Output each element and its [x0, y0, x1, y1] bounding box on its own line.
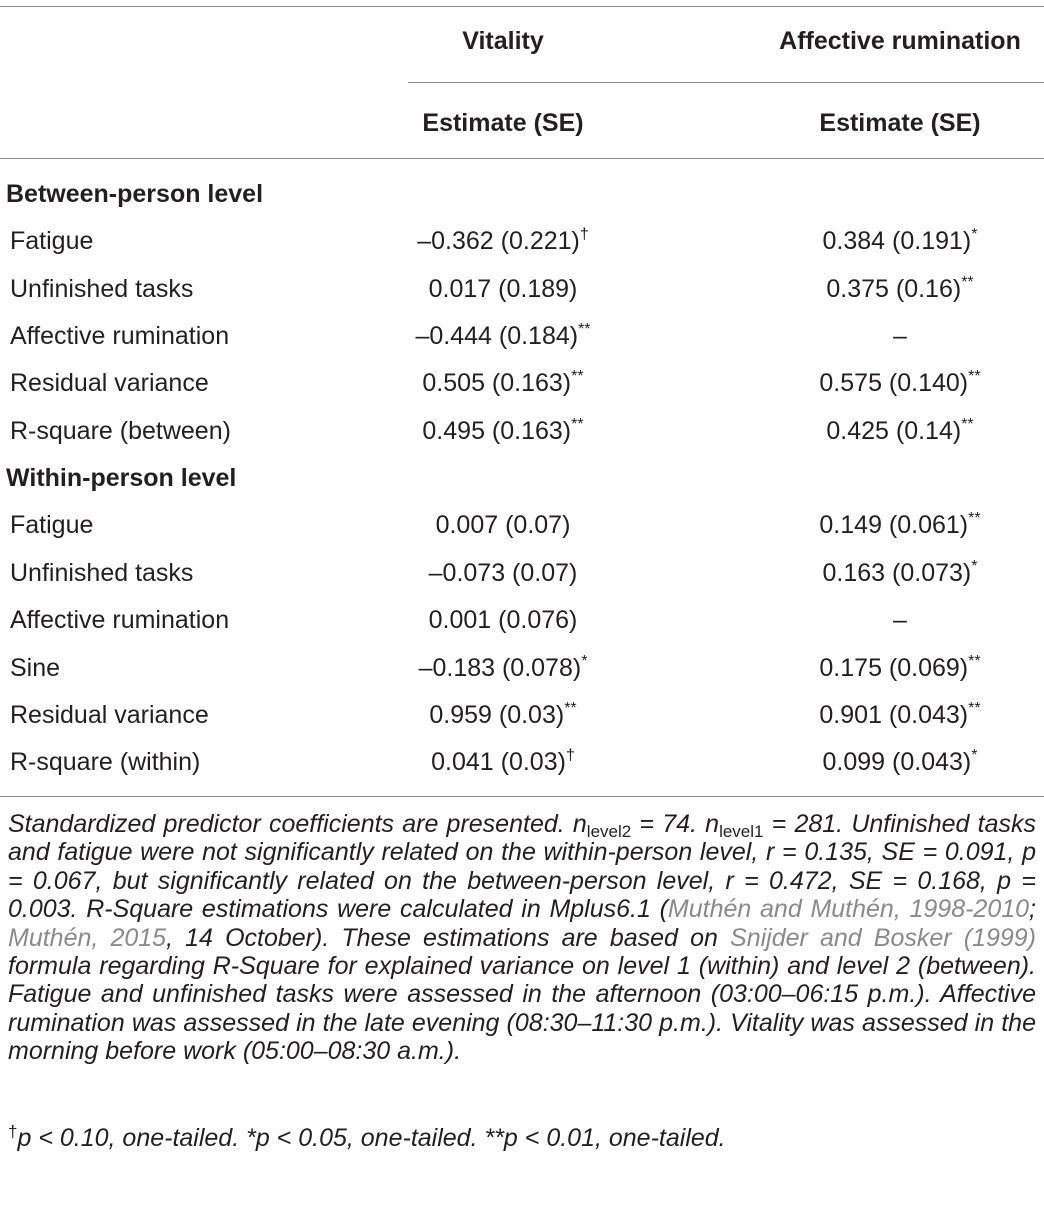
vitality-estimate: 0.041 (0.03)† [431, 747, 575, 776]
rumination-estimate: – [893, 606, 907, 634]
rumination-estimate: 0.425 (0.14)** [826, 416, 974, 445]
row-label: Fatigue [10, 227, 94, 255]
table-top-rule [0, 6, 1044, 7]
rumination-estimate: 0.384 (0.191)* [822, 226, 978, 255]
rumination-estimate: 0.175 (0.069)** [819, 653, 981, 682]
significance-footnote: †p < 0.10, one-tailed. *p < 0.05, one-tailed. **p < 0.01, one-tailed. [8, 1122, 726, 1152]
section-title-between: Between-person level [6, 180, 264, 208]
rumination-estimate: 0.099 (0.043)* [822, 747, 978, 776]
subheader-rumination-estimate: Estimate (SE) [819, 109, 981, 137]
rumination-estimate: 0.149 (0.061)** [819, 510, 981, 539]
row-label: Residual variance [10, 369, 209, 397]
table-bottom-rule [0, 796, 1044, 797]
rumination-estimate: 0.575 (0.140)** [819, 368, 981, 397]
rumination-estimate: 0.163 (0.073)* [822, 558, 978, 587]
vitality-estimate: 0.017 (0.189) [428, 275, 578, 303]
rumination-estimate: 0.901 (0.043)** [819, 700, 981, 729]
row-label: Sine [10, 654, 61, 682]
row-label: Residual variance [10, 701, 209, 729]
row-label: R-square (within) [10, 748, 201, 776]
header-vitality: Vitality [462, 27, 544, 55]
vitality-estimate: 0.001 (0.076) [428, 606, 578, 634]
row-label: Unfinished tasks [10, 275, 194, 303]
vitality-estimate: 0.505 (0.163)** [422, 368, 584, 397]
header-bottom-rule [0, 158, 1044, 159]
citation-link-muthen-2015[interactable]: Muthén, 2015 [8, 923, 167, 952]
section-title-within: Within-person level [6, 464, 237, 492]
header-divider-rule [408, 82, 1044, 83]
row-label: Affective rumination [10, 606, 230, 634]
row-label: Fatigue [10, 511, 94, 539]
table-note: Standardized predictor coefficients are presented. $n_{level2} = 74$. $n_{level1} = 281$. Unfinished tasks and fatigue were not significantly related on the within-person level, r = 0.135, SE = 0.091, p = 0.067, but significantly related on the between-person level, r = 0.472, SE = 0.168, p = 0.003. R-Square estimations were calculated in Mplus6.1 (Muthén and Muthén, 1998-2010; Muthén, 2015, 14 October). These estimations are based on Snijder and Bosker (1999) formula regarding R-Square for explained variance on level 1 (within) and level 2 (between). Fatigue and unfinished tasks were assessed in the afternoon (03:00–06:15 p.m.). Affective rumination was assessed in the late evening (08:30–11:30 p.m.). Vitality was assessed in the morning before work (05:00–08:30 a.m.). [8, 810, 1036, 1066]
vitality-estimate: –0.444 (0.184)** [415, 321, 591, 350]
citation-link-snijder-bosker-1999[interactable]: Snijder and Bosker (1999) [730, 923, 1036, 952]
vitality-estimate: –0.183 (0.078)* [418, 653, 588, 682]
header-affective-rumination: Affective rumination [779, 27, 1021, 55]
rumination-estimate: 0.375 (0.16)** [826, 274, 974, 303]
subheader-vitality-estimate: Estimate (SE) [422, 109, 584, 137]
row-label: R-square (between) [10, 417, 231, 445]
vitality-estimate: 0.007 (0.07) [435, 511, 571, 539]
citation-link-muthen-1998[interactable]: Muthén and Muthén, 1998-2010 [667, 895, 1030, 924]
row-label: Affective rumination [10, 322, 230, 350]
vitality-estimate: 0.495 (0.163)** [422, 416, 584, 445]
vitality-estimate: 0.959 (0.03)** [429, 700, 577, 729]
vitality-estimate: –0.073 (0.07) [428, 559, 578, 587]
vitality-estimate: –0.362 (0.221)† [417, 226, 589, 255]
rumination-estimate: – [893, 322, 907, 350]
row-label: Unfinished tasks [10, 559, 194, 587]
